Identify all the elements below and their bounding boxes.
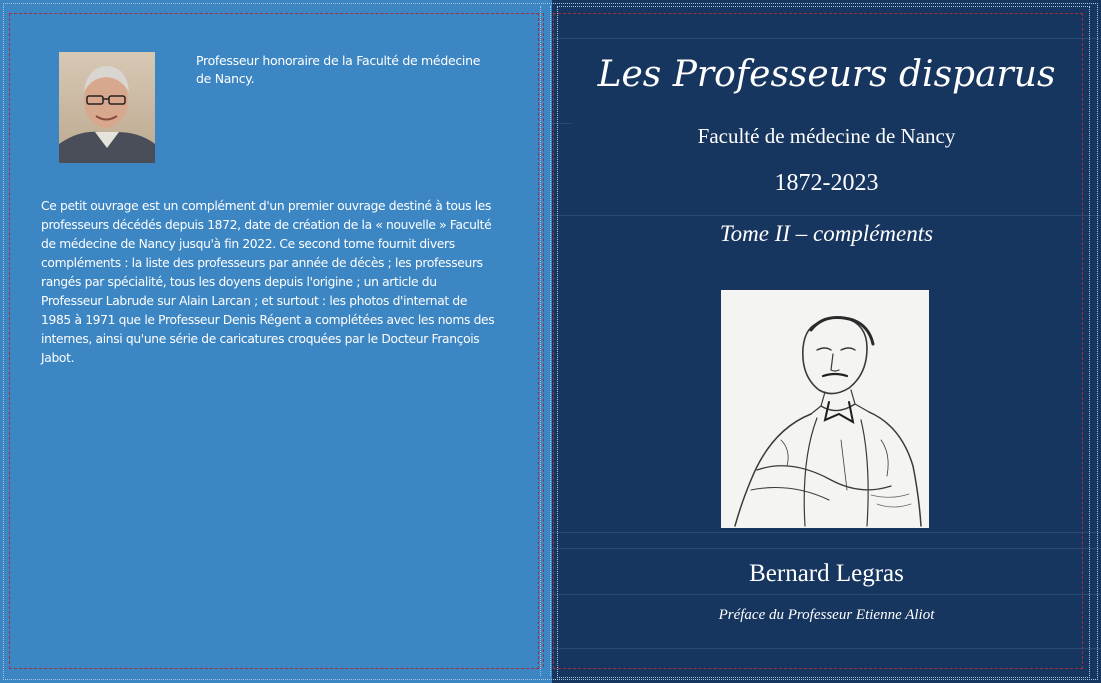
author-photo <box>59 52 155 163</box>
layout-guide-line <box>552 594 1101 595</box>
book-tome: Tome II – compléments <box>719 221 934 246</box>
book-years: 1872-2023 <box>774 170 879 196</box>
layout-guide-line <box>552 215 1101 216</box>
layout-guide-line <box>552 38 1101 39</box>
layout-guide-line <box>552 648 1101 649</box>
book-subtitle: Faculté de médecine de Nancy <box>697 124 956 148</box>
book-preface: Préface du Professeur Etienne Aliot <box>718 607 935 623</box>
author-bio: Professeur honoraire de la Faculté de médecine de Nancy. <box>196 53 481 86</box>
book-author: Bernard Legras <box>749 560 904 587</box>
book-title: Les Professeurs disparus <box>597 54 1056 95</box>
layout-guide-line <box>552 548 1101 549</box>
cover-sketch-portrait <box>721 290 929 528</box>
book-blurb: Ce petit ouvrage est un complément d'un premier ouvrage destiné à tous les professeurs décédés depuis 1872, date de création de la « nouvelle » Faculté de médecine de Nancy jusqu'à fin 2022. Ce second tome fournit divers compléments : la liste des professeurs par année de décès ; les professeurs rangés par spécialité, tous les doyens depuis l'origine ; un article du Professeur Labrude sur Alain Larcan ; et surtout : les photos d'internat de 1985 à 1971 que le Professeur Denis Régent a complétées avec les noms des internes, ainsi qu'une série de caricatures croquées par le Docteur François Jabot. <box>41 199 495 365</box>
layout-guide-line <box>552 532 1101 533</box>
